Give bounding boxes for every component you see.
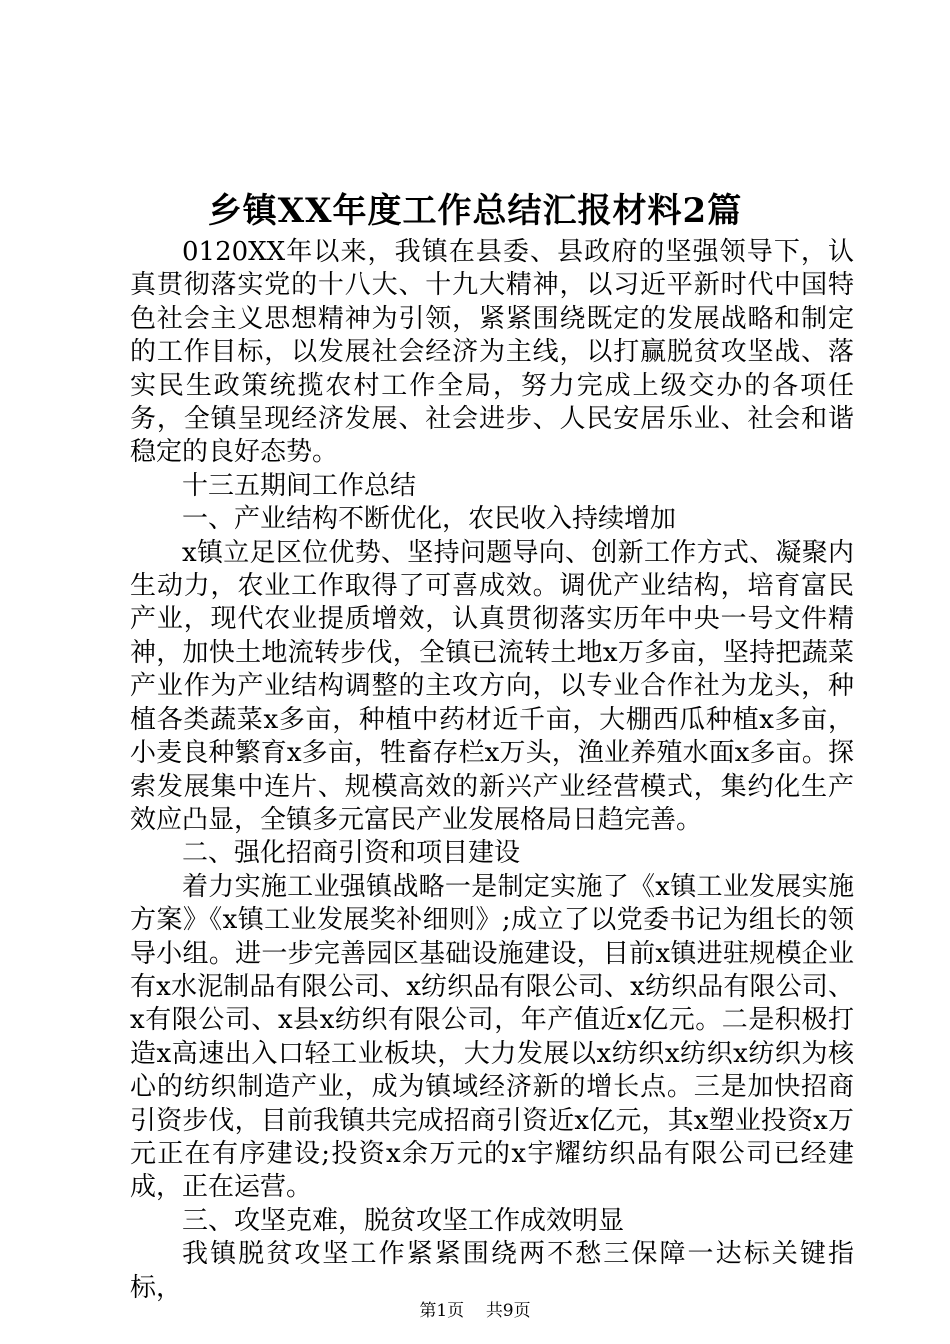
page-total: 共9页 — [485, 1301, 531, 1321]
section-heading: 三、攻坚克难，脱贫攻坚工作成效明显 — [182, 1205, 625, 1236]
page-footer — [0, 1300, 950, 1322]
section-heading: 十三五期间工作总结 — [182, 470, 417, 501]
body-paragraph: 我镇脱贫攻坚工作紧紧围绕两不愁三保障一达标关键指标， — [130, 1239, 854, 1303]
document-title: 乡镇XX年度工作总结汇报材料2篇 — [207, 191, 743, 231]
section-heading: 一、产业结构不断优化，农民收入持续增加 — [182, 504, 677, 535]
body-paragraph: x镇立足区位优势、坚持问题导向、创新工作方式、凝聚内生动力，农业工作取得了可喜成效。调优产业结构，培育富民产业，现代农业提质增效，认真贯彻落实历年中央一号文件精神，加快土地流转步伐，全镇已流转土地x万多亩，坚持把蔬菜产业作为产业结构调整的主攻方向，以专业合作社为龙头，种植各类蔬菜x多亩，种植中药材近千亩，大棚西瓜种植x多亩，小麦良种繁育x多亩，牲畜存栏x万头，渔业养殖水面x多亩。探索发展集中连片、规模高效的新兴产业经营模式，集约化生产效应凸显，全镇多元富民产业发展格局日趋完善。 — [130, 537, 854, 835]
body-paragraph: 着力实施工业强镇战略一是制定实施了《x镇工业发展实施方案》《x镇工业发展奖补细则》;成立了以党委书记为组长的领导小组。进一步完善园区基础设施建设，目前x镇进驻规模企业有x水泥制品有限公司、x纺织品有限公司、x纺织品有限公司、x有限公司、x县x纺织有限公司，年产值近x亿元。二是积极打造x高速出入口轻工业板块，大力发展以x纺织x纺织x纺织为核心的纺织制造产业，成为镇域经济新的增长点。三是加快招商引资步伐，目前我镇共完成招商引资近x亿元，其x塑业投资x万元正在有序建设;投资x余万元的x宇耀纺织品有限公司已经建成，正在运营。 — [130, 871, 854, 1203]
section-heading: 二、强化招商引资和项目建设 — [182, 838, 521, 869]
page-separator — [470, 1301, 481, 1321]
page-number: 第1页 — [419, 1301, 465, 1321]
intro-paragraph: 0120XX年以来，我镇在县委、县政府的坚强领导下，认真贯彻落实党的十八大、十九大精神，以习近平新时代中国特色社会主义思想精神为引领，紧紧围绕既定的发展战略和制定的工作目标，以发展社会经济为主线，以打赢脱贫攻坚战、落实民生政策统揽农村工作全局，努力完成上级交办的各项任务，全镇呈现经济发展、社会进步、人民安居乐业、社会和谐稳定的良好态势。 — [130, 237, 854, 468]
document-body — [130, 236, 854, 1305]
